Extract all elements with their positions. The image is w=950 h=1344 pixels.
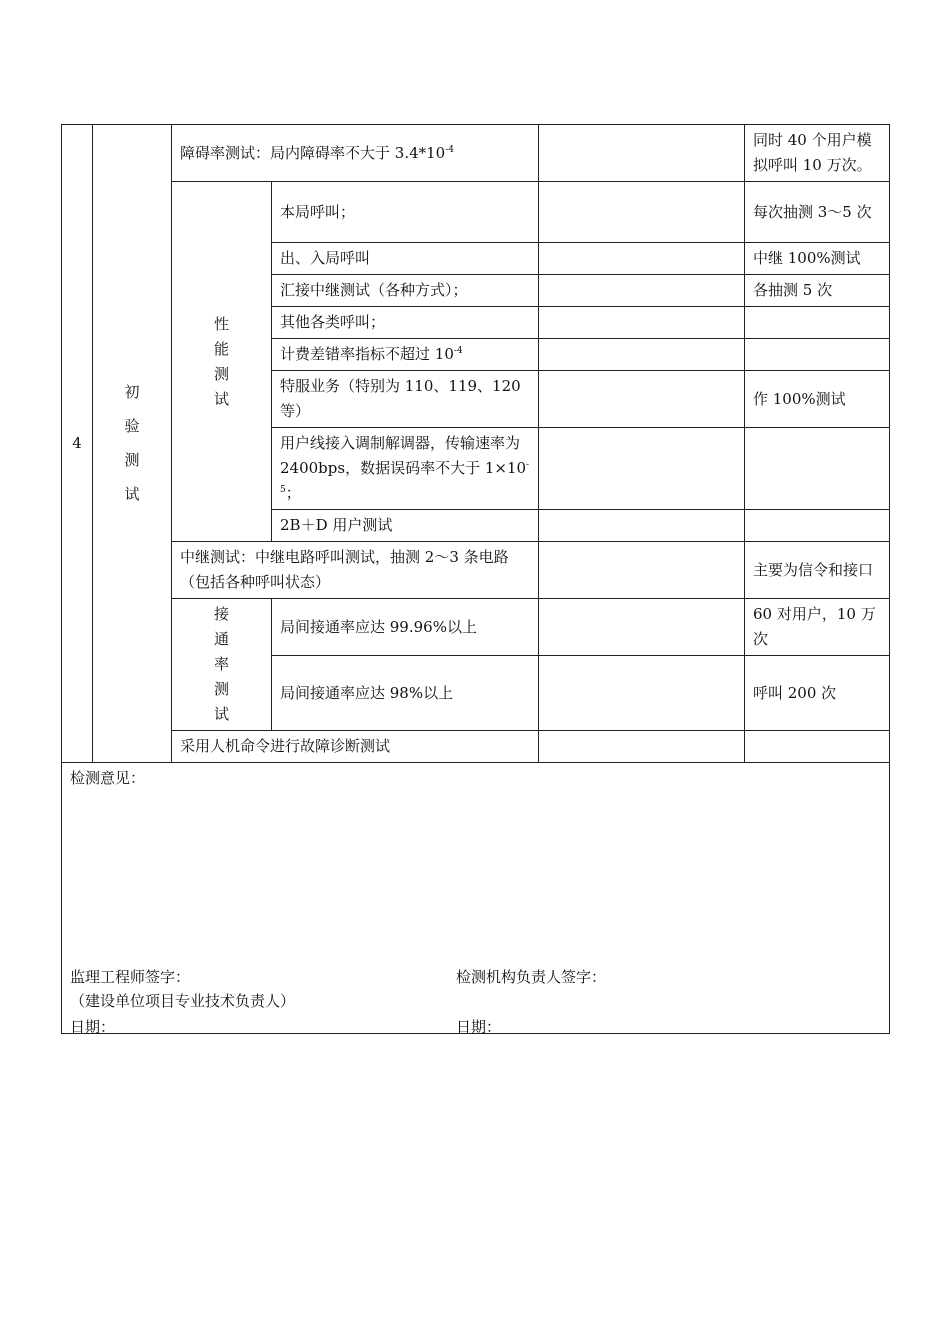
fault-rate-text: 障碍率测试：局内障碍率不大于 $3.4*10^{-4}$: [172, 125, 539, 182]
diagnosis-text: 采用人机命令进行故障诊断测试: [172, 731, 539, 763]
opinion-row: [62, 763, 890, 1034]
performance-note: 各抽测 5 次: [745, 275, 890, 307]
inspection-table: [61, 124, 890, 1034]
item-number: 4: [62, 125, 93, 763]
agency-date-label: 日期：: [456, 1018, 502, 1036]
performance-item: 用户线接入调制解调器，传输速率为 2400bps，数据误码率不大于 $1\times 10^{-5}$；: [272, 428, 539, 510]
trunk-note: 主要为信令和接口: [745, 542, 890, 599]
connect-note: 60 对用户，10 万次: [745, 599, 890, 656]
performance-item: 2B＋D 用户测试: [272, 510, 539, 542]
performance-item: 特服业务（特别为 110、119、120 等）: [272, 371, 539, 428]
performance-item: 汇接中继测试（各种方式）；: [272, 275, 539, 307]
connect-row: [62, 599, 890, 656]
performance-item: 计费差错率指标不超过 $10^{-4}$: [272, 339, 539, 371]
connect-result: [539, 599, 745, 656]
diagnosis-result: [539, 731, 745, 763]
performance-note: 作 100%测试: [745, 371, 890, 428]
agency-sign-label: 检测机构负责人签字：: [456, 968, 607, 986]
trunk-result: [539, 542, 745, 599]
performance-result: [539, 510, 745, 542]
connect-label: 接 通 率 测 试: [172, 599, 272, 731]
opinion-box: [70, 766, 881, 1036]
performance-result: [539, 243, 745, 275]
performance-item: 出、入局呼叫: [272, 243, 539, 275]
performance-note: [745, 510, 890, 542]
performance-note: 中继 100%测试: [745, 243, 890, 275]
supervisor-sign-label: 监理工程师签字：: [70, 968, 191, 986]
performance-result: [539, 339, 745, 371]
performance-item: 其他各类呼叫；: [272, 307, 539, 339]
fault-rate-row: [62, 125, 890, 182]
supervisor-date-label: 日期：: [70, 1018, 116, 1036]
performance-item: 本局呼叫；: [272, 182, 539, 243]
performance-note: [745, 339, 890, 371]
category-label: 初 验 测 试: [93, 125, 172, 763]
connect-result: [539, 656, 745, 731]
connect-item: 局间接通率应达 98%以上: [272, 656, 539, 731]
performance-result: [539, 307, 745, 339]
performance-result: [539, 182, 745, 243]
performance-label: 性 能 测 试: [172, 182, 272, 542]
performance-note: 每次抽测 3～5 次: [745, 182, 890, 243]
diagnosis-row: [62, 731, 890, 763]
trunk-text: 中继测试：中继电路呼叫测试，抽测 2～3 条电路（包括各种呼叫状态）: [172, 542, 539, 599]
performance-note: [745, 307, 890, 339]
opinion-heading: 检测意见：: [70, 769, 146, 787]
diagnosis-note: [745, 731, 890, 763]
performance-result: [539, 428, 745, 510]
trunk-row: [62, 542, 890, 599]
performance-note: [745, 428, 890, 510]
opinion-cell: [62, 763, 890, 1034]
supervisor-note: （建设单位项目专业技术负责人）: [70, 992, 296, 1010]
connect-note: 呼叫 200 次: [745, 656, 890, 731]
fault-rate-note: 同时 40 个用户模拟呼叫 10 万次。: [745, 125, 890, 182]
performance-result: [539, 371, 745, 428]
performance-row: [62, 182, 890, 243]
fault-rate-result: [539, 125, 745, 182]
performance-result: [539, 275, 745, 307]
connect-item: 局间接通率应达 99.96%以上: [272, 599, 539, 656]
